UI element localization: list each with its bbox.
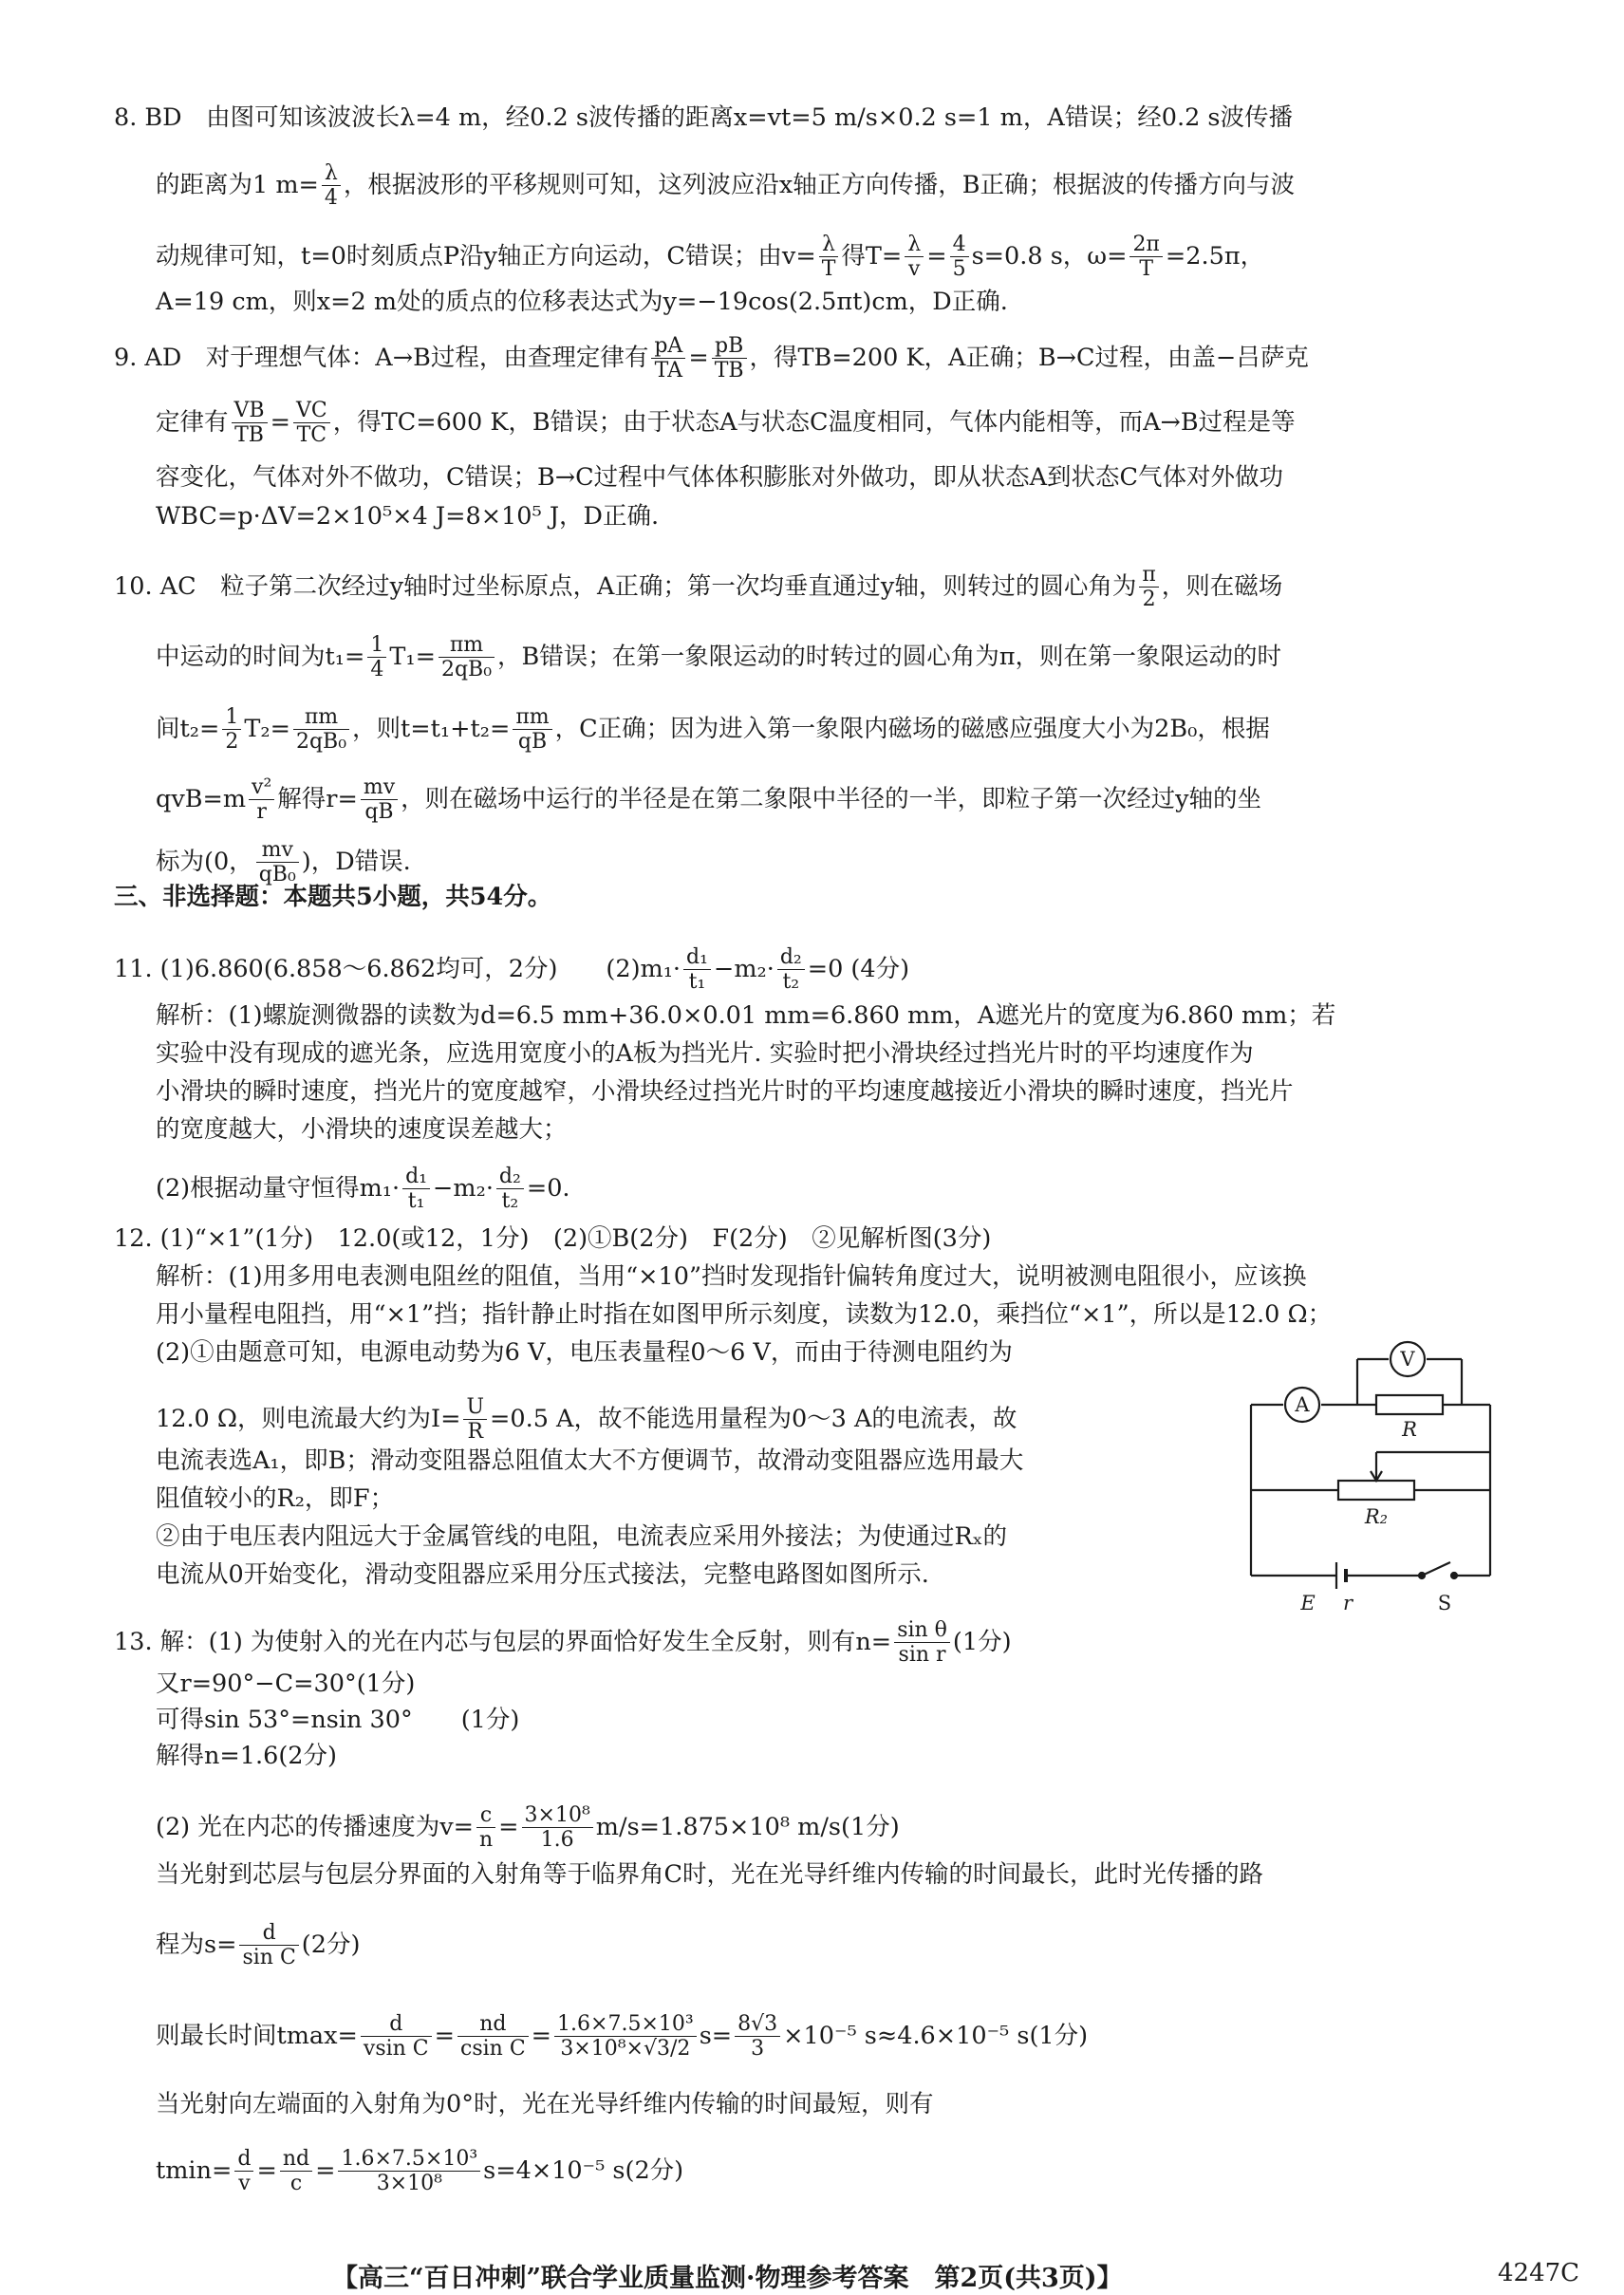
- fraction: $\frac{d}{\text{sin C}}$: [239, 1921, 298, 1970]
- q13-line-9: 当光射向左端面的入射角为0°时，光在光导纤维内传输的时间最短，则有: [156, 2090, 934, 2118]
- voltmeter-label: V: [1400, 1348, 1415, 1371]
- section-heading: 三、非选择题：本题共5小题，共54分。: [114, 883, 552, 911]
- q13-line-2: 又r=90°−C=30°(1分): [156, 1670, 416, 1698]
- resistor-label: R: [1402, 1418, 1417, 1441]
- fraction: $\frac{pB}{TB}$: [712, 334, 747, 383]
- fraction: $\frac{2\pi}{T}$: [1129, 233, 1162, 282]
- ammeter-label: A: [1295, 1393, 1310, 1416]
- q13-line-1: 13. 解：(1) 为使射入的光在内芯与包层的界面恰好发生全反射，则有n= $\frac{\text{sin θ}}{\text{sin r}}$ (1分): [114, 1618, 1012, 1668]
- q9-line-3: 容变化，气体对外不做功，C错误；B→C过程中气体体积膨胀对外做功，即从状态A到状态C气体对外做功: [156, 463, 1284, 492]
- fraction: $\frac{VB}{TB}$: [232, 399, 268, 448]
- fraction: $\frac{\pi m}{qB}$: [513, 705, 551, 755]
- fraction: $\frac{nd}{c}$: [280, 2147, 312, 2196]
- q11-line-4: 小滑块的瞬时速度，挡光片的宽度越窄，小滑块经过挡光片时的平均速度越接近小滑块的瞬时速度，挡光片: [156, 1077, 1294, 1106]
- fraction: $\frac{1}{2}$: [222, 705, 241, 755]
- q11-line-6: (2)根据动量守恒得m₁· $\frac{\text{d₁}}{\text{t₁}}$ −m₂· $\frac{\text{d₂}}{\text{t₂}}$ =0.: [156, 1165, 570, 1214]
- switch-lever: [1422, 1562, 1450, 1576]
- q11-line-5: 的宽度越大，小滑块的速度误差越大；: [156, 1115, 568, 1144]
- fraction: $\frac{\pi m}{\text{2qB₀}}$: [293, 705, 349, 755]
- internal-resistance-label: r: [1342, 1592, 1353, 1614]
- q8-line-1: 8. BD 由图可知该波波长λ=4 m，经0.2 s波传播的距离x=vt=5 m/s×0.2 s=1 m，A错误；经0.2 s波传播: [114, 103, 1294, 132]
- q9-line-1: 9. AD 对于理想气体：A→B过程，由查理定律有 $\frac{pA}{TA}$ = $\frac{pB}{TB}$ ，得TB=200 K，A正确；B→C过程，由盖−吕萨克: [114, 334, 1309, 383]
- fraction: $\frac{\pi}{2}$: [1139, 563, 1158, 612]
- q8-line-2: 的距离为1 m= $\frac{\lambda}{4}$ ，根据波形的平移规则可知，这列波应沿x轴正方向传播，B正确；根据波的传播方向与波: [156, 161, 1296, 211]
- fraction: $\frac{\text{1.6×7.5×10³}}{\text{3×10⁸}}$: [338, 2147, 480, 2196]
- q13-line-3: 可得sin 53°=nsin 30° (1分): [156, 1706, 520, 1734]
- q11-line-1: 11. (1)6.860(6.858～6.862均可，2分) (2)m₁· $\frac{\text{d₁}}{\text{t₁}}$ −m₂· $\frac{\text{d₂}}{\text{t₂}}$ =0 (4分): [114, 945, 910, 995]
- resistor-symbol: [1376, 1395, 1443, 1414]
- q11-line-2: 解析：(1)螺旋测微器的读数为d=6.5 mm+36.0×0.01 mm=6.860 mm，A遮光片的宽度为6.860 mm；若: [156, 1001, 1336, 1030]
- fraction: $\frac{c}{n}$: [476, 1803, 495, 1853]
- q10-line-5: 标为(0， $\frac{mv}{\text{qB₀}}$ )，D错误.: [156, 838, 411, 887]
- fraction: $\frac{d}{\text{vsin C}}$: [361, 2012, 432, 2062]
- q13-line-5: (2) 光在内芯的传播速度为v= $\frac{c}{n}$ = $\frac{\text{3×10⁸}}{1.6}$ m/s=1.875×10⁸ m/s(1分): [156, 1803, 900, 1853]
- q12-line-4: (2)①由题意可知，电源电动势为6 V，电压表量程0～6 V，而由于待测电阻约为: [156, 1338, 1013, 1367]
- fraction: $\frac{mv}{\text{qB₀}}$: [256, 838, 299, 887]
- q8-line-4: A=19 cm，则x=2 m处的质点的位移表达式为y=−19cos(2.5πt)cm，D正确.: [156, 288, 1008, 316]
- q12-line-7: 阻值较小的R₂，即F；: [156, 1484, 395, 1513]
- rheostat-symbol: [1338, 1481, 1414, 1500]
- q13-line-8: 则最长时间tmax= $\frac{d}{\text{vsin C}}$ = $\frac{nd}{\text{csin C}}$ = $\frac{\text{1.6×7.5×10³}}{\text{3×10⁸×√3/2}}$ s= $\frac{8√3}{3}$ ×10⁻⁵ s≈4.6×10⁻⁵ s(1分): [156, 2012, 1089, 2062]
- fraction: $\frac{\text{1.6×7.5×10³}}{\text{3×10⁸×√3/2}}$: [554, 2012, 697, 2062]
- fraction: $\frac{\lambda}{v}$: [905, 233, 924, 282]
- q13-line-4: 解得n=1.6(2分): [156, 1742, 337, 1770]
- fraction: $\frac{VC}{TC}$: [293, 399, 330, 448]
- fraction: $\frac{\text{d₂}}{\text{t₂}}$: [777, 945, 805, 995]
- q10-line-4: qvB=m $\frac{\text{v²}}{r}$ 解得r= $\frac{mv}{qB}$ ，则在磁场中运行的半径是在第二象限中半径的一半，即粒子第一次经过y轴的坐: [156, 775, 1262, 825]
- fraction: $\frac{pA}{TA}$: [651, 334, 685, 383]
- q12-line-3: 用小量程电阻挡，用“×1”挡；指针静止时指在如图甲所示刻度，读数为12.0，乘挡位“×1”，所以是12.0 Ω；: [156, 1300, 1333, 1329]
- fraction: $\frac{\text{sin θ}}{\text{sin r}}$: [894, 1618, 950, 1668]
- q12-line-5: 12.0 Ω，则电流最大约为I= $\frac{U}{R}$ =0.5 A，故不能选用量程为0～3 A的电流表，故: [156, 1395, 1017, 1445]
- q12-line-2: 解析：(1)用多用电表测电阻丝的阻值，当用“×10”挡时发现指针偏转角度过大，说明被测电阻很小，应该换: [156, 1262, 1307, 1291]
- fraction: $\frac{U}{R}$: [463, 1395, 487, 1445]
- page-footer: 【高三“百日冲刺”联合学业质量监测·物理参考答案 第2页(共3页)】: [332, 2264, 1123, 2293]
- emf-label: E: [1300, 1592, 1316, 1614]
- q12-line-6: 电流表选A₁，即B；滑动变阻器总阻值太大不方便调节，故滑动变阻器应选用最大: [156, 1446, 1024, 1475]
- q9-line-4: WBC=p·ΔV=2×10⁵×4 J=8×10⁵ J，D正确.: [156, 502, 660, 531]
- fraction: $\frac{mv}{qB}$: [361, 775, 398, 825]
- document-code: 4247C: [1498, 2259, 1580, 2287]
- q10-line-1: 10. AC 粒子第二次经过y轴时过坐标原点，A正确；第一次均垂直通过y轴，则转过的圆心角为 $\frac{\pi}{2}$ ，则在磁场: [114, 563, 1283, 612]
- fraction: $\frac{\pi m}{\text{2qB₀}}$: [439, 633, 495, 682]
- switch-label: S: [1437, 1592, 1452, 1614]
- fraction: $\frac{8√3}{3}$: [735, 2012, 780, 2062]
- fraction: $\frac{\text{d₁}}{\text{t₁}}$: [683, 945, 711, 995]
- q13-line-7: 程为s= $\frac{d}{\text{sin C}}$ (2分): [156, 1921, 361, 1970]
- fraction: $\frac{\text{d₂}}{\text{t₂}}$: [496, 1165, 524, 1214]
- fraction: $\frac{\text{d₁}}{\text{t₁}}$: [402, 1165, 430, 1214]
- fraction: $\frac{nd}{\text{csin C}}$: [457, 2012, 529, 2062]
- q13-line-10: tmin= $\frac{d}{v}$ = $\frac{nd}{c}$ = $\frac{\text{1.6×7.5×10³}}{\text{3×10⁸}}$ s=4×10⁻⁵ s(2分): [156, 2147, 684, 2196]
- q10-line-2: 中运动的时间为t₁= $\frac{1}{4}$ T₁= $\frac{\pi m}{\text{2qB₀}}$ ，B错误；在第一象限运动的时转过的圆心角为π，则在第一象限运动的时: [156, 633, 1282, 682]
- fraction: $\frac{d}{v}$: [234, 2147, 253, 2196]
- fraction: $\frac{1}{4}$: [367, 633, 386, 682]
- q12-line-9: 电流从0开始变化，滑动变阻器应采用分压式接法，完整电路图如图所示.: [156, 1560, 929, 1589]
- q8-line-3: 动规律可知，t=0时刻质点P沿y轴正方向运动，C错误；由v= $\frac{\lambda}{T}$ 得T= $\frac{\lambda}{v}$ = $\frac{4}{5}$ s=0.8 s，ω= $\frac{2\pi}{T}$ =2.5π，: [156, 233, 1265, 282]
- fraction: $\frac{\lambda}{T}$: [819, 233, 839, 282]
- q9-line-2: 定律有 $\frac{VB}{TB}$ = $\frac{VC}{TC}$ ，得TC=600 K，B错误；由于状态A与状态C温度相同，气体内能相等，而A→B过程是等: [156, 399, 1296, 448]
- circuit-diagram: [1234, 1338, 1519, 1614]
- q13-line-6: 当光射到芯层与包层分界面的入射角等于临界角C时，光在光导纤维内传输的时间最长，此时光传播的路: [156, 1860, 1264, 1889]
- rheostat-label: R₂: [1364, 1505, 1389, 1528]
- fraction: $\frac{4}{5}$: [950, 233, 969, 282]
- q12-line-8: ②由于电压表内阻远大于金属管线的电阻，电流表应采用外接法；为使通过Rₓ的: [156, 1522, 1008, 1551]
- fraction: $\frac{\text{3×10⁸}}{1.6}$: [522, 1803, 593, 1853]
- q12-line-1: 12. (1)“×1”(1分) 12.0(或12，1分) (2)①B(2分) F(2分) ②见解析图(3分): [114, 1224, 992, 1253]
- fraction: $\frac{\lambda}{4}$: [322, 161, 341, 211]
- q11-line-3: 实验中没有现成的遮光条，应选用宽度小的A板为挡光片. 实验时把小滑块经过挡光片时的平均速度作为: [156, 1039, 1254, 1068]
- q10-line-3: 间t₂= $\frac{1}{2}$ T₂= $\frac{\pi m}{\text{2qB₀}}$ ，则t=t₁+t₂= $\frac{\pi m}{qB}$ ，C正确；因为进入第一象限内磁场的磁感应强度大小为2B₀，根据: [156, 705, 1270, 755]
- fraction: $\frac{\text{v²}}{r}$: [249, 775, 274, 825]
